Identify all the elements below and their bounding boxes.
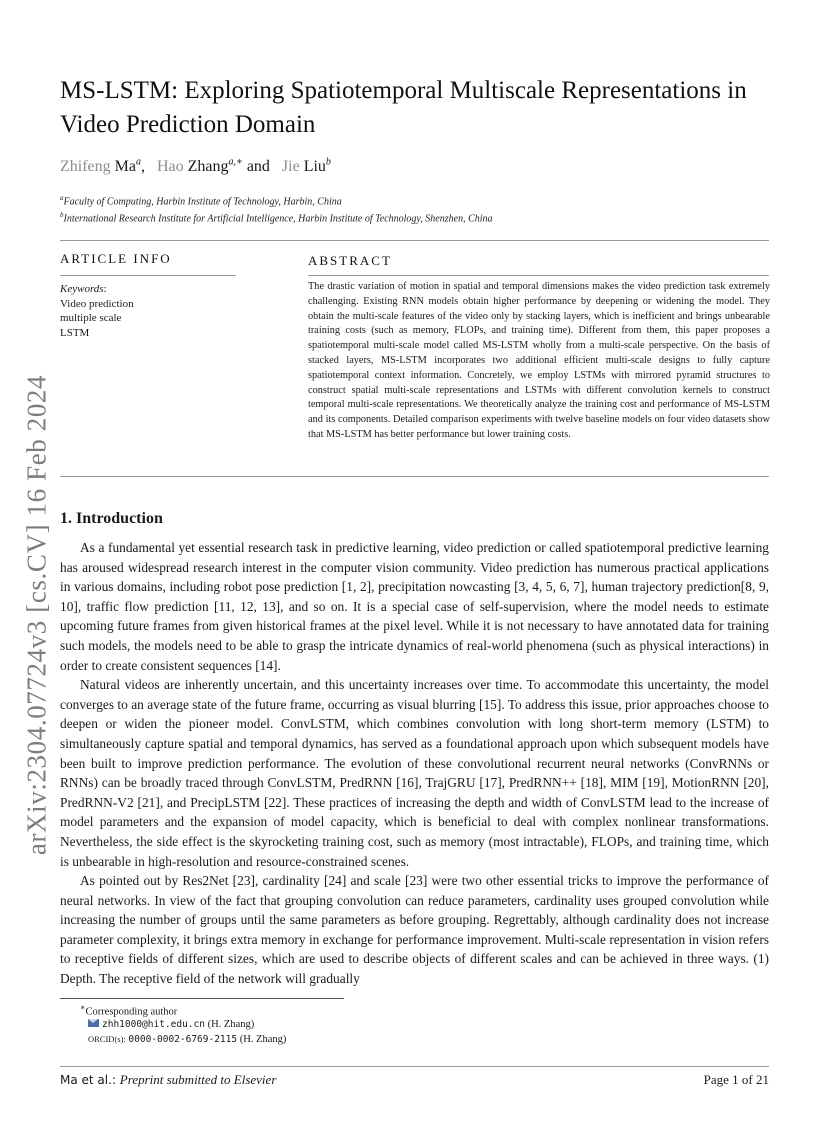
section-heading-introduction: 1. Introduction xyxy=(60,510,163,527)
rule-mid xyxy=(60,476,769,477)
keywords-block: Keywords: Video prediction multiple scale LSTM xyxy=(60,283,134,339)
arxiv-sidebar xyxy=(14,245,60,985)
author-list xyxy=(60,157,331,176)
abstract-text: The drastic variation of motion in spatial and temporal dimensions makes the video prediction task extremely challenging. Existing RNN models obtain higher performance by deepening or widening the model. They obtain the multi-scale features of the video only by stacking layers, which is inefficient and brings unbearable training costs (such as memory, FLOPs, and training time). Different from them, this paper proposes a spatiotemporal multi-scale model called MS-LSTM wholly from a multi-scale perspective. On the basis of stacked layers, MS-LSTM incorporates two additional efficient multi-scale designs to fully capture spatiotemporal context information. Concretely, we employ LSTMs with mirrored pyramid structures to construct spatial multi-scale representations and LSTMs with different convolution kernels to construct temporal multi-scale representations. We theoretically analyze the training cost and performance of MS-LSTM and its components. Detailed comparison experiments with twelve baseline models on four video datasets show that MS-LSTM has better performance but lower training costs. xyxy=(308,281,770,440)
corresponding-author-note: ∗Corresponding author xyxy=(80,1003,178,1018)
rule-footer xyxy=(60,1066,769,1067)
email-link[interactable]: zhh1000@hit.edu.cn xyxy=(102,1019,205,1030)
rule-top xyxy=(60,240,769,241)
footer-left: Ma et al.: Preprint submitted to Elsevier xyxy=(60,1072,277,1087)
page-number: Page 1 of 21 xyxy=(703,1072,769,1087)
paragraph: As a fundamental yet essential research task in predictive learning, video prediction or called spatiotemporal predictive learning has aroused widespread research interest in the computer vision community. Video prediction has numerous practical applications in various domains, including robot pose prediction [1, 2], precipitation nowcasting [3, 4, 5, 6, 7], human trajectory prediction[8, 9, 10], traffic flow prediction [11, 12, 13], and so on. It is a special case of self-supervision, where the model needs to estimate upcoming future frames from given historical frames at the pixel level. While it is not necessary to have annotated data for training such models, the models need to be able to grasp the intricate dynamics of real-world phenomena (such as physical interactions) in order to create consistent sequences [14]. xyxy=(60,540,769,673)
keyword: multiple scale xyxy=(60,312,122,324)
footnote-rule xyxy=(60,998,344,999)
abstract-heading: ABSTRACT xyxy=(308,253,392,268)
affiliation-a: $^a$Faculty of Computing, Harbin Institute of Technology, Harbin, China xyxy=(60,194,342,208)
rule-abstract xyxy=(308,275,769,276)
article-info-heading: ARTICLE INFO xyxy=(60,251,172,266)
email-line: zhh1000@hit.edu.cn (H. Zhang) xyxy=(88,1019,254,1030)
introduction-body xyxy=(60,538,769,989)
paragraph: Natural videos are inherently uncertain, and this uncertainty increases over time. To accommodate this uncertainty, the model converges to an average state of the future frame, occurring as visual blurring [15]. To address this issue, prior approaches choose to deepen or widen the pioneer model. ConvLSTM, which combines convolution with long short-term memory (LSTM) to simultaneously capture spatial and temporal dynamics, has served as a foundational approach upon which subsequent models have been built to improve prediction performance. The evolution of these convolutional recurrent neural networks (ConvRNNs or RNNs) can be broadly traced through ConvLSTM, PredRNN [16], TrajGRU [17], PredRNN++ [18], MIM [19], MotionRNN [20], PredRNN-V2 [21], and PrecipLSTM [22]. These practices of increasing the depth and width of ConvLSTM lead to the increase of model parameters and the expansion of model capacity, which is beneficial to deal with complex nonlinear transformations. Nevertheless, the side effect is the skyrocketing training cost, such as memory (most intractable), FLOPs, and training time, which is unbearable in high-resolution and resource-constrained scenes. xyxy=(60,677,769,869)
orcid-link[interactable]: 0000-0002-6769-2115 xyxy=(128,1034,238,1045)
paper-title: MS-LSTM: Exploring Spatiotemporal Multiscale Representations in Video Prediction Domain xyxy=(60,77,747,138)
author-2: Hao Zhang$^{a,∗}$ and xyxy=(156,157,278,176)
keywords-label: Keywords xyxy=(60,283,104,295)
keyword: LSTM xyxy=(60,326,90,339)
rule-article-info xyxy=(60,275,236,276)
keyword: Video prediction xyxy=(60,297,134,310)
affiliation-b: $^b$International Research Institute for Artificial Intelligence, Harbin Institute of Technology, Shenzhen, China xyxy=(60,211,493,225)
email-icon xyxy=(88,1019,99,1027)
orcid-line: ORCID(s): 0000-0002-6769-2115 (H. Zhang) xyxy=(88,1034,287,1045)
arxiv-id: arXiv:2304.07724v3 [cs.CV] 16 Feb 2024 xyxy=(21,374,52,856)
author-3: Jie Liu$^b$ xyxy=(281,157,331,176)
paragraph: As pointed out by Res2Net [23], cardinality [24] and scale [23] were two other essential tricks to improve the performance of neural networks. In view of the fact that grouping convolution can reduce parameters, cardinality uses grouped convolution while increasing the number of groups until the same parameters as before grouping. Regrettably, although cardinality does not increase parameter complexity, it brings extra memory in exchange for performance improvement. Multi-scale representation in vision refers to receptive fields of different sizes, which are used to describe objects of different scales and can be achieved in three ways. (1) Depth. The receptive field of the network will gradually xyxy=(60,873,769,987)
author-1: Zhifeng Ma$^a$, xyxy=(60,157,153,176)
